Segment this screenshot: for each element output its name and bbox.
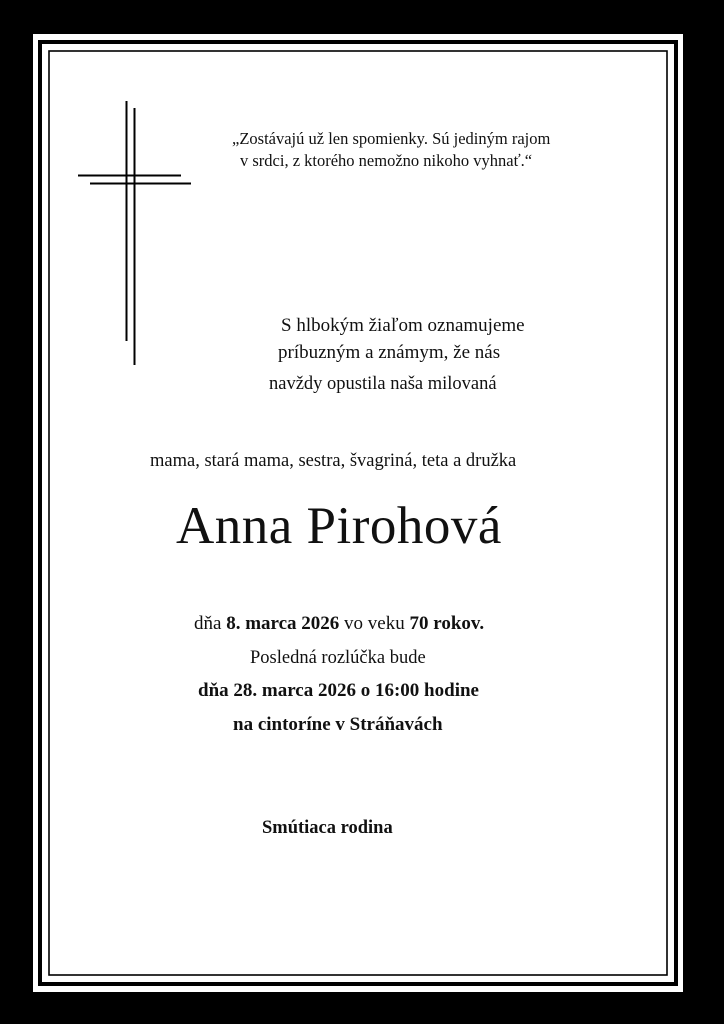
death-date: 8. marca 2026 [226, 613, 340, 634]
quote-line-1: „Zostávajú už len spomienky. Sú jediným rajom [232, 129, 551, 148]
farewell-datetime: dňa 28. marca 2026 o 16:00 hodine [198, 680, 479, 701]
farewell-label: Posledná rozlúčka bude [250, 648, 426, 668]
relations-line: mama, stará mama, sestra, švagriná, teta a družka [150, 451, 517, 471]
death-age: 70 rokov. [409, 613, 485, 634]
farewell-place: na cintoríne v Stráňavách [233, 714, 443, 735]
announcement-line-2: príbuzným a známym, že nás [278, 342, 501, 363]
quote-line-2: v srdci, z ktorého nemožno nikoho vyhnať.“ [240, 151, 533, 170]
announcement-line-1: S hlbokým žiaľom oznamujeme [281, 315, 525, 336]
death-info [194, 613, 484, 635]
death-prefix: dňa [194, 613, 222, 634]
announcement-line-3: navždy opustila naša milovaná [269, 374, 497, 394]
memorial-quote [232, 128, 550, 172]
death-middle: vo veku [344, 613, 405, 634]
signature: Smútiaca rodina [262, 818, 393, 838]
deceased-name: Anna Pirohová [176, 497, 502, 555]
